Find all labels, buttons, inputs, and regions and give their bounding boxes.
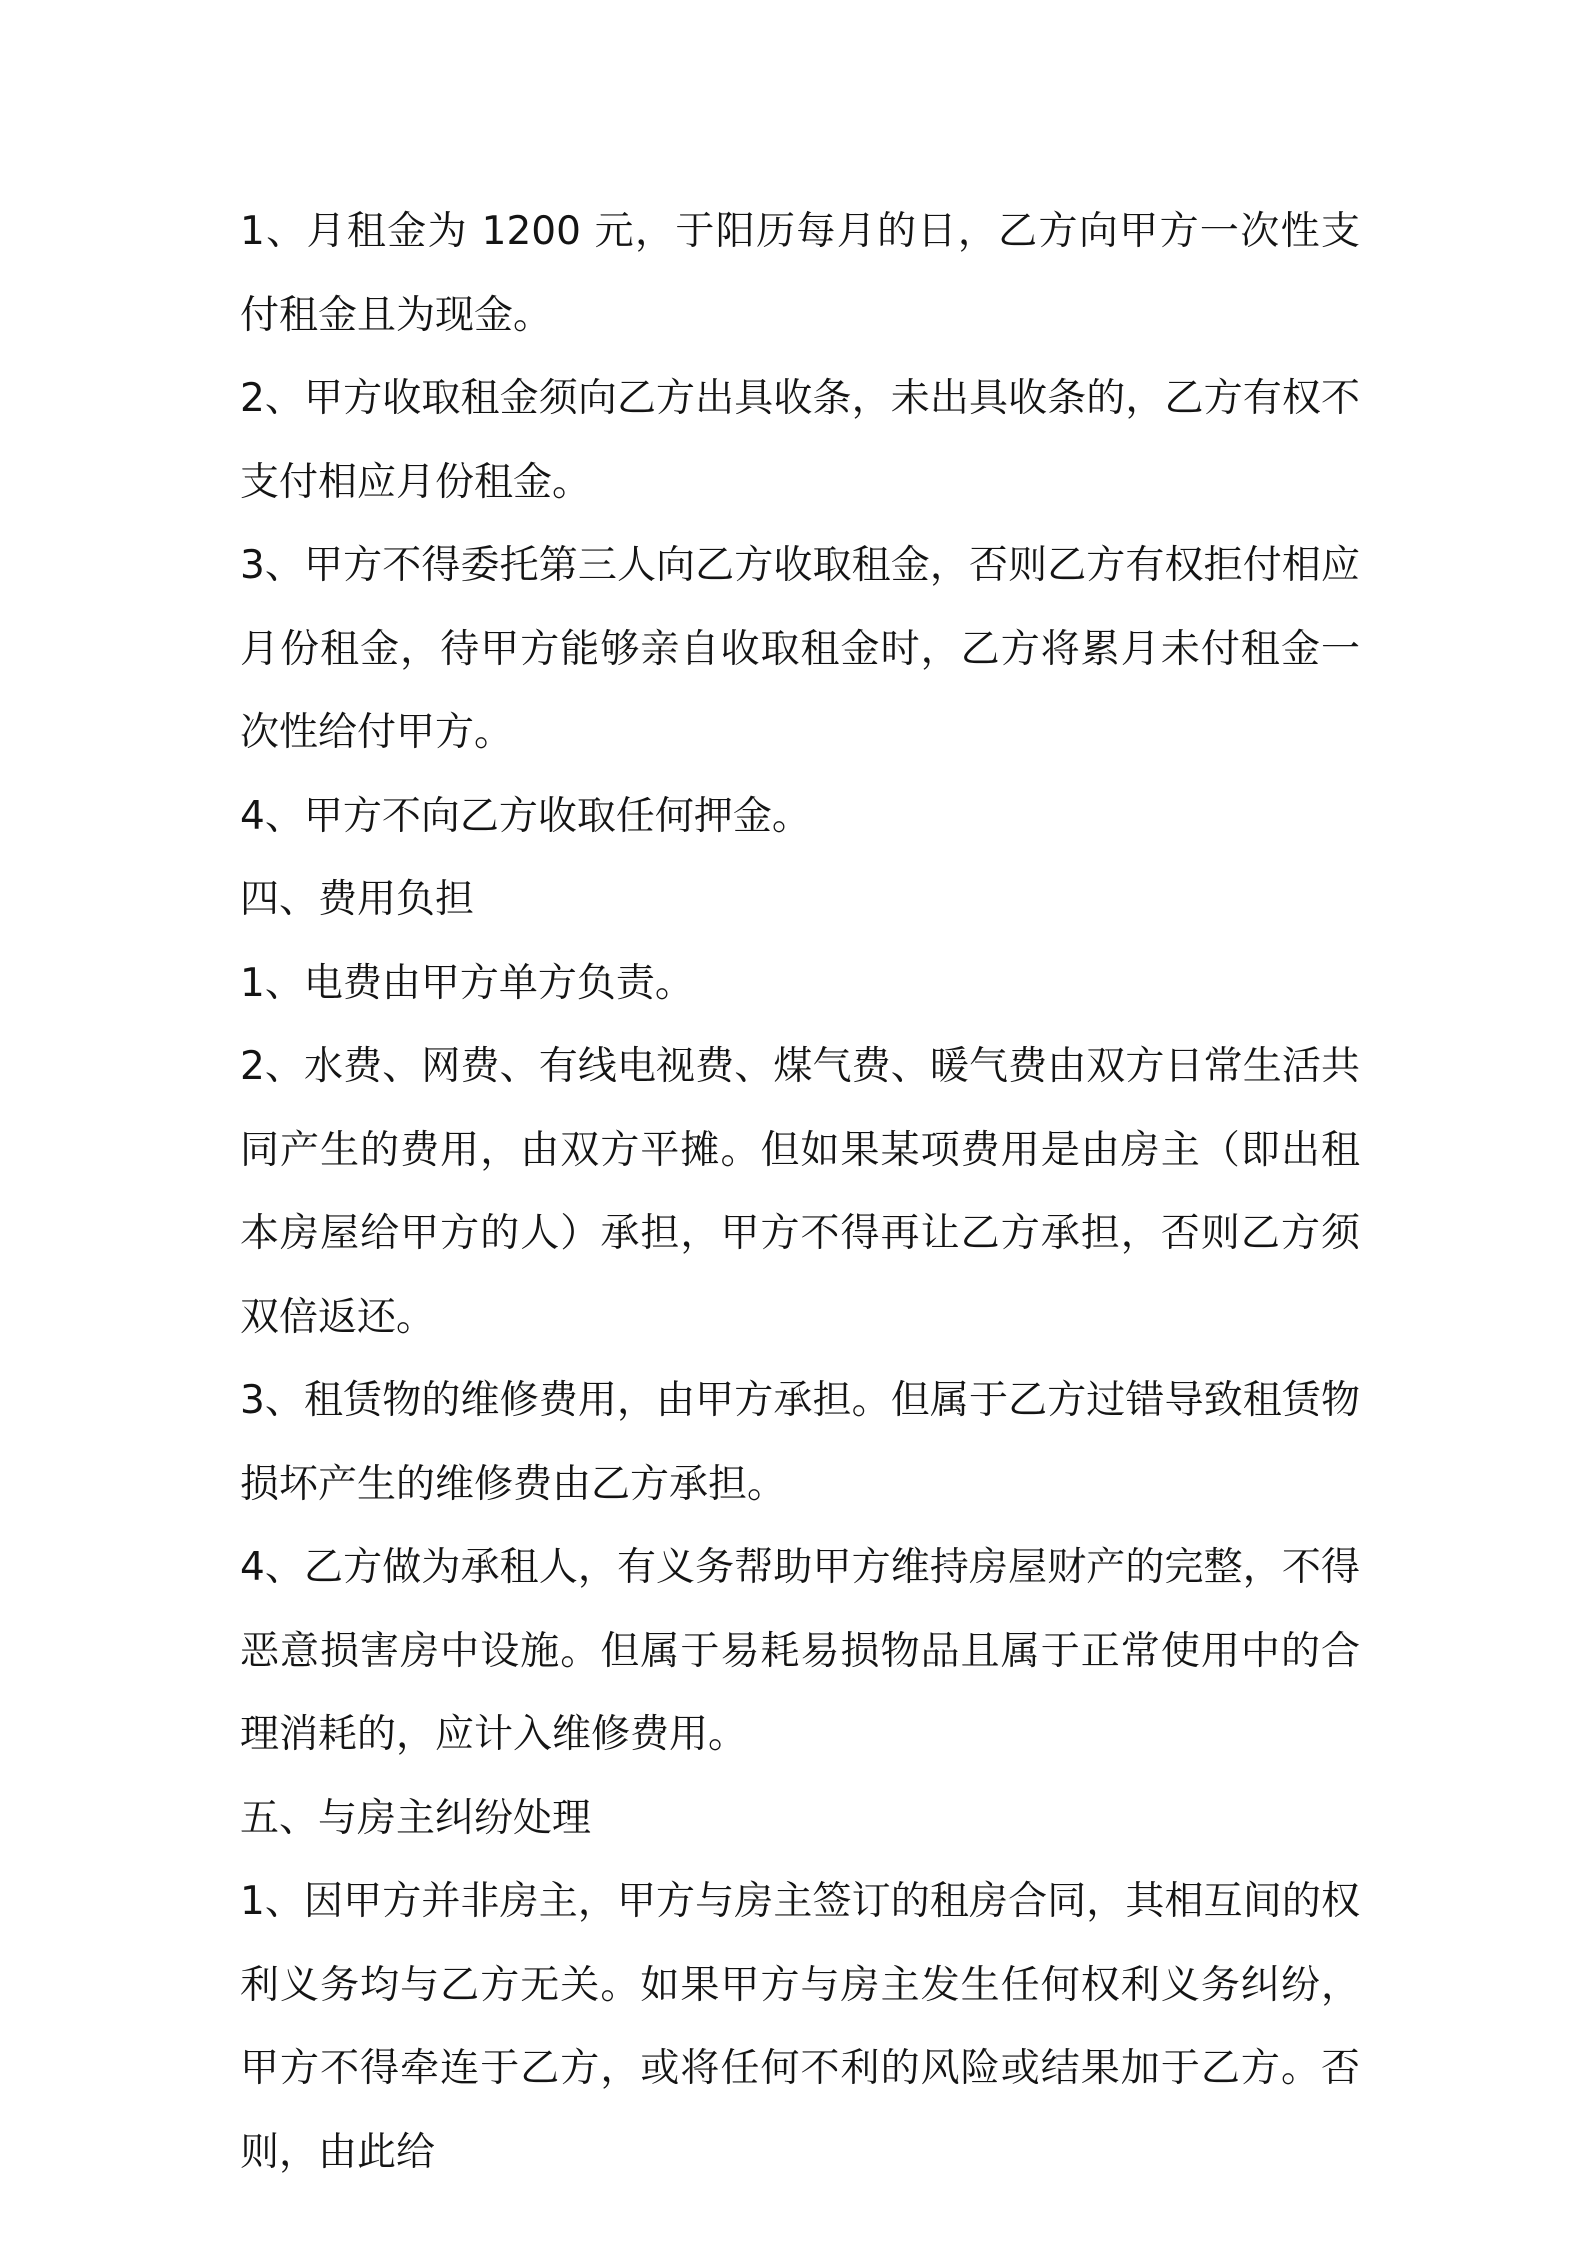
paragraph-electricity: 1、电费由甲方单方负责。 bbox=[240, 960, 694, 1006]
paragraph-tenant-duty: 4、乙方做为承租人，有义务帮助甲方维持房屋财产的完整，不得恶意损害房中设施。但属于易耗易损物品且属于正常使用中的合理消耗的，应计入维修费用。 bbox=[240, 1545, 1360, 1757]
section-heading-fees: 四、费用负担 bbox=[240, 877, 475, 922]
paragraph-rent-amount: 1、月租金为 1200 元，于阳历每月的日，乙方向甲方一次性支付租金且为现金。 bbox=[240, 209, 1360, 338]
paragraph-rent-collection: 3、甲方不得委托第三人向乙方收取租金，否则乙方有权拒付相应月份租金，待甲方能够亲自收取租金时，乙方将累月未付租金一次性给付甲方。 bbox=[240, 543, 1360, 755]
paragraph-landlord-dispute: 1、因甲方并非房主，甲方与房主签订的租房合同，其相互间的权利义务均与乙方无关。如果甲方与房主发生任何权利义务纠纷，甲方不得牵连于乙方，或将任何不利的风险或结果加于乙方。否则，由此给 bbox=[240, 1879, 1360, 2175]
section-heading-disputes: 五、与房主纠纷处理 bbox=[240, 1795, 592, 1841]
document-body bbox=[240, 190, 1360, 2194]
paragraph-repair-fees: 3、租赁物的维修费用，由甲方承担。但属于乙方过错导致租赁物损坏产生的维修费由乙方承担。 bbox=[240, 1378, 1360, 1507]
paragraph-no-deposit: 4、甲方不向乙方收取任何押金。 bbox=[240, 793, 811, 839]
paragraph-rent-receipt: 2、甲方收取租金须向乙方出具收条，未出具收条的，乙方有权不支付相应月份租金。 bbox=[240, 376, 1360, 505]
paragraph-shared-fees: 2、水费、网费、有线电视费、煤气费、暖气费由双方日常生活共同产生的费用，由双方平摊。但如果某项费用是由房主（即出租本房屋给甲方的人）承担，甲方不得再让乙方承担，否则乙方须双倍返还。 bbox=[240, 1044, 1360, 1340]
